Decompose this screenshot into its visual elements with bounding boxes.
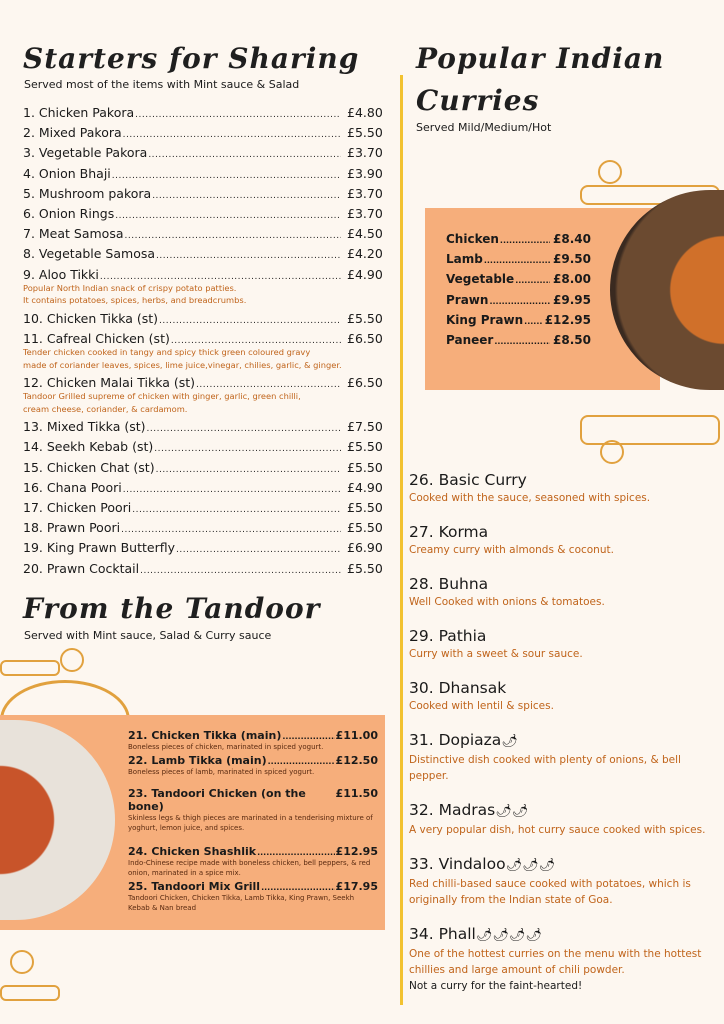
leader-dots [112,166,341,186]
curry-name [409,730,719,752]
curry-description: Creamy curry with almonds & coconut. [409,544,614,556]
curry-item [409,574,719,610]
leader-dots [282,732,334,741]
tandoor-subtitle: Served with Mint sauce, Salad & Curry sauce [24,629,272,642]
item-price: £4.20 [347,246,383,262]
item-price: £3.90 [347,165,383,181]
curry-name [409,470,719,490]
curry-note: Not a curry for the faint-hearted! [409,980,583,992]
curry-item [409,626,719,662]
item-name: 23. Tandoori Chicken (on the bone) [128,787,306,813]
leader-dots [500,236,550,245]
chilli-icon: 🌶🌶 [495,804,529,819]
protein-price: £9.50 [553,252,591,267]
curry-price-row [446,232,591,252]
curry-description: Cooked with lentil & spices. [409,700,554,712]
curry-name-text: 29. Pathia [409,627,487,645]
item-name: 3. Vegetable Pakora [23,145,148,161]
curry-description: Red chilli-based sauce cooked with potatoes, which is originally from the Indian state of Goa. [409,878,691,906]
item-name: 5. Mushroom pakora [23,185,152,201]
menu-item [23,103,383,123]
item-price: £12.95 [335,845,378,858]
leader-dots [132,500,341,520]
curry-name-text: 34. Phall [409,925,476,943]
menu-item [23,123,383,143]
leader-dots [154,439,341,459]
curry-item [409,470,719,506]
item-price: £5.50 [347,439,383,455]
menu-item [23,559,383,579]
protein-name: Chicken [446,232,499,246]
item-price: £5.50 [347,500,383,515]
curry-name [409,678,719,698]
curries-list [409,470,719,1010]
divider-line [400,75,403,1005]
item-name: 6. Onion Rings [23,205,115,221]
description-line: Tandoor Grilled supreme of chicken with ginger, garlic, green chilli, [23,391,301,402]
menu-item [23,224,383,244]
protein-price: £8.00 [553,272,591,287]
item-name: 2. Mixed Pakora [23,125,122,141]
chilli-icon: 🌶 [501,734,518,749]
menu-item [23,164,383,184]
leader-dots [176,540,341,560]
curry-name-text: 30. Dhansak [409,679,507,697]
curry-item [409,854,719,908]
curry-description: Distinctive dish cooked with plenty of onions, & bell pepper. [409,754,681,782]
curry-price-row [446,293,591,313]
curries-title-line2: Curries [416,84,540,117]
curry-description: Well Cooked with onions & tomatoes. [409,596,605,608]
curry-description: Cooked with the sauce, seasoned with spices. [409,492,651,504]
item-description: Skinless legs & thigh pieces are marinated in a tenderising mixture of yoghurt, lemon juice, and spices. [128,814,373,832]
curry-name-text: 26. Basic Curry [409,471,527,489]
item-row [128,754,378,767]
item-name: 16. Chana Poori [23,479,122,495]
item-name: 1. Chicken Pakora [23,105,135,120]
protein-price: £8.40 [553,232,591,246]
leader-dots [123,480,341,500]
menu-item [23,538,383,558]
protein-name: Prawn [446,292,489,307]
leader-dots [489,297,550,306]
curry-name-text: 32. Madras [409,801,496,819]
item-name: 4. Onion Bhaji [23,165,111,181]
curry-name-text: 31. Dopiaza [409,731,502,749]
leader-dots [257,848,334,857]
item-price: £4.80 [347,105,383,120]
item-name: 17. Chicken Poori [23,500,132,515]
starters-list [23,103,383,579]
item-name: 11. Cafreal Chicken (st) [23,330,170,346]
curry-name-text: 28. Buhna [409,575,489,593]
menu-item [23,244,383,264]
item-price: £3.70 [347,185,383,201]
item-price: £5.50 [347,125,383,141]
item-row [128,787,378,813]
protein-name: Lamb [446,252,483,267]
item-price: £12.50 [335,754,378,767]
description-line: Popular North Indian snack of crispy potato patties. [23,282,237,293]
leader-dots [115,206,341,226]
protein-name: Vegetable [446,272,515,287]
curry-description: A very popular dish, hot curry sauce cooked with spices. [409,824,706,836]
curry-name [409,574,719,594]
item-price: £4.50 [347,226,383,242]
curry-description: One of the hottest curries on the menu with the hottest chillies and large amount of chili powder. [409,948,702,976]
item-price: £11.50 [335,787,378,800]
item-name: 20. Prawn Cocktail [23,560,140,576]
item-price: £5.50 [347,520,383,536]
ornament [580,415,720,445]
curry-price-row [446,272,591,292]
curry-description: Curry with a sweet & sour sauce. [409,648,583,660]
menu-item [128,754,378,777]
curry-name [409,626,719,646]
item-description: Tandoori Chicken, Chicken Tikka, Lamb Tikka, King Prawn, Seekh Kebab & Nan bread [128,894,355,912]
item-name: 10. Chicken Tikka (st) [23,310,159,326]
item-price: £5.50 [347,560,383,576]
item-price: £3.70 [347,205,383,221]
leader-dots [515,276,550,285]
item-price: £7.50 [347,419,383,435]
ornament [60,648,84,672]
chilli-icon: 🌶🌶🌶🌶 [475,928,542,943]
menu-item [23,143,383,163]
menu-item [23,498,383,518]
item-price: £6.50 [347,375,383,391]
description-line: Tender chicken cooked in tangy and spicy thick green coloured gravy [23,347,311,358]
item-price: £4.90 [347,266,383,282]
item-name: 18. Prawn Poori [23,520,121,536]
protein-price: £9.95 [553,292,591,307]
curry-name-text: 33. Vindaloo [409,855,506,873]
menu-item [23,204,383,224]
curry-name [409,800,719,822]
description-line: cream cheese, coriander, & cardamom. [23,403,188,414]
menu-item [128,787,378,833]
leader-dots [524,317,542,326]
curry-name-text: 27. Korma [409,523,489,541]
protein-price: £8.50 [553,332,591,347]
leader-dots [268,757,335,766]
curries-subtitle: Served Mild/Medium/Hot [416,121,552,134]
item-row [128,845,378,858]
chilli-icon: 🌶🌶🌶 [505,858,556,873]
curry-item [409,924,719,994]
ornament [0,985,60,1001]
item-name: 25. Tandoori Mix Grill [128,880,261,893]
leader-dots [121,520,341,540]
menu-item [23,478,383,498]
item-row [128,880,378,893]
item-name: 19. King Prawn Butterfly [23,540,175,556]
tandoor-title: From the Tandoor [23,592,321,625]
leader-dots [152,186,341,206]
leader-dots [156,246,341,266]
ornament [10,950,34,974]
tandoor-list [128,729,378,915]
curry-item [409,800,719,838]
leader-dots [159,311,341,331]
protein-price: £12.95 [544,312,591,327]
item-description: Indo-Chinese recipe made with boneless chicken, bell peppers, & red onion, marinated in a spice mix. [128,859,371,877]
leader-dots [156,460,341,480]
item-price: £4.90 [347,479,383,495]
item-name: 13. Mixed Tikka (st) [23,419,146,435]
curry-price-row [446,252,591,272]
ornament [0,660,60,676]
item-name: 24. Chicken Shashlik [128,845,257,858]
item-price: £6.90 [347,540,383,556]
item-price: £6.50 [347,330,383,346]
menu-item [23,309,383,329]
starters-title: Starters for Sharing [23,42,360,75]
item-name: 15. Chicken Chat (st) [23,459,155,475]
curry-price-row [446,333,591,353]
item-name: 9. Aloo Tikki [23,266,99,282]
item-name: 7. Meat Samosa [23,226,124,242]
item-name: 12. Chicken Malai Tikka (st) [23,375,196,391]
item-row [128,729,378,742]
curry-item [409,730,719,784]
item-name: 8. Vegetable Samosa [23,246,156,262]
item-price: £17.95 [335,880,378,893]
item-name: 22. Lamb Tikka (main) [128,754,267,767]
description-line: made of coriander leaves, spices, lime juice,vinegar, chilies, garlic, & ginger. [23,359,342,370]
leader-dots [494,337,550,346]
menu-item [23,458,383,478]
item-price: £5.50 [347,310,383,326]
item-description: Boneless pieces of chicken, marinated in spiced yogurt. [128,743,324,751]
ornament [598,160,622,184]
menu-item [128,845,378,878]
curry-name [409,522,719,542]
protein-name: Paneer [446,332,494,347]
leader-dots [135,105,341,125]
ornament [600,440,624,464]
protein-name: King Prawn [446,312,524,327]
curry-name [409,924,719,946]
item-price: £11.00 [335,729,378,742]
item-price: £5.50 [347,459,383,475]
item-price: £3.70 [347,145,383,161]
menu-item [128,729,378,752]
curry-price-row [446,313,591,333]
curry-item [409,522,719,558]
curry-item [409,678,719,714]
leader-dots [261,883,334,892]
leader-dots [125,226,341,246]
leader-dots [140,561,341,581]
leader-dots [123,125,341,145]
leader-dots [147,419,341,439]
menu-item [23,518,383,538]
menu-item [23,417,383,437]
leader-dots [484,256,550,265]
curry-name [409,854,719,876]
curry-prices-list [446,232,591,353]
item-description: Boneless pieces of lamb, marinated in spiced yogurt. [128,768,315,776]
description-line: It contains potatoes, spices, herbs, and breadcrumbs. [23,295,247,306]
menu-item [23,437,383,457]
leader-dots [148,145,341,165]
curries-title-line1: Popular Indian [416,42,665,75]
menu-item [128,880,378,913]
starters-subtitle: Served most of the items with Mint sauce & Salad [24,78,300,91]
item-name: 14. Seekh Kebab (st) [23,439,154,455]
menu-item [23,184,383,204]
item-name: 21. Chicken Tikka (main) [128,729,282,742]
